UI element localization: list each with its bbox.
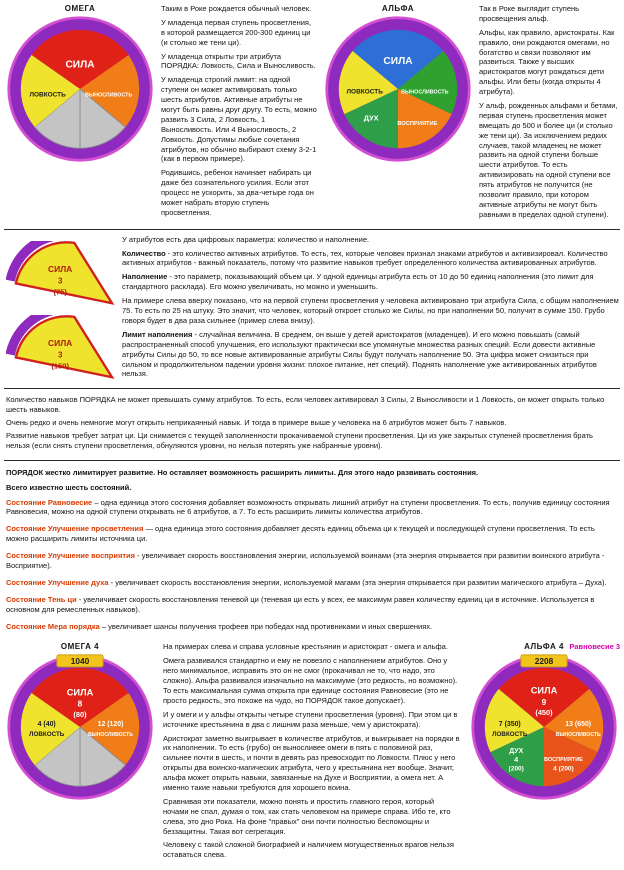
- paragraph: Таким в Роке рождается обычный человек.: [161, 4, 312, 13]
- omega4-chart-block: [4, 642, 156, 864]
- paragraph: Очень редко и очень немногие могут открыть неприкаянный навык. И тогда в примере выше у человека на 6 атрибутов может быть 7 навыков.: [6, 418, 507, 428]
- wedge-fill: (75): [53, 287, 67, 297]
- text: У атрибутов есть два цифровых параметра: количество и наполнение.: [122, 234, 370, 244]
- alpha-chart-title: АЛЬФА: [381, 4, 415, 13]
- paragraph: У младенца первая ступень просветления, в которой размещается 200-300 единиц ци (и столько же тени ци).: [161, 17, 312, 47]
- segment-label-sila: СИЛА: [65, 59, 95, 71]
- state-text: - увеличивает скорость восстановления энергии, используемой воинами (эта энергия открывается при развитии воинского атрибута - Восприятие).: [6, 551, 605, 570]
- paragraph: Количество навыков ПОРЯДКА не может превышать сумму атрибутов. То есть, если человек активировал 3 Силы, 2 Выносливости и 1 Ловкость, он может открыть только шесть навыков.: [6, 395, 605, 415]
- state-name: Состояние Улучшение просветления: [6, 524, 144, 534]
- sila-count: 8: [77, 698, 83, 709]
- text: - случайная величина. В среднем, он выше у детей аристократов (младенцев). И его можно повышать (самый распространенный способ улучшения, его используют практически все упомянутые множества разных специй. Если довести активные атрибуты Силы до 50, то все новые активированные атрибуты Силы будут получать наполнение 50. Эта цифра может снизиться при сильном и продолжительном падении уровня жизни: плохое питание, нет специй). Поднять наполнение уже активированных атрибутов нельзя.: [122, 329, 597, 379]
- state-item: [6, 498, 618, 518]
- section-skill-limits: [4, 392, 620, 456]
- duh-count: 4: [514, 755, 519, 765]
- paragraph: Альфы, как правило, аристократы. Как правило, они рождаются омегами, но богатство и связи позволяют им развиться. Также у высших аристократов могут рождаться дети альфы. Или беты (когда открыты 4 атрибута).: [479, 27, 615, 97]
- total-value: 1040: [70, 656, 90, 667]
- omega-chart-title: ОМЕГА: [64, 4, 96, 13]
- segment-label-vynoslivost: ВЫНОСЛИВОСТЬ: [401, 89, 449, 96]
- wedge-figures: [4, 235, 122, 384]
- omega4-pie-chart: [6, 653, 154, 801]
- lovkost-value: 4 (40): [37, 721, 56, 729]
- lead: Наполнение: [122, 272, 168, 282]
- paragraph: [122, 235, 620, 245]
- paragraph: И у омеги и у альфы открыты четыре ступени просветления (уровня). При этом ци в источнике крестьянина в два с лишним раза меньше, чем у аристократа).: [163, 709, 458, 729]
- state-text: – увеличивает шансы получения трофеев при победах над противниками и иных свершениях.: [99, 621, 433, 631]
- alpha4-title-row: [468, 642, 620, 653]
- lovkost-value: 7 (350): [498, 721, 521, 729]
- paragraph: Человеку с такой сложной биографией и наличием могущественных врагов нельзя оставаться слева.: [163, 840, 454, 860]
- paragraph: Так в Роке выглядит ступень просвещения альф.: [479, 4, 580, 23]
- states-intro: ПОРЯДОК жестко лимитирует развитие. Но оставляет возможность расширить лимиты. Для этого надо развивать состояния.: [6, 467, 479, 477]
- vynoslivost-value: 13 (650): [565, 721, 592, 729]
- divider: [4, 388, 620, 389]
- text: - это параметр, показывающий объем ци. У одной единицы атрибута есть от 10 до 50 единиц наполнения (это лимит для стандартного расклада). Его можно увеличивать, но можно и уменьшить.: [122, 272, 594, 292]
- segment-label-vospriyatie: ВОСПРИЯТИЕ: [397, 120, 438, 127]
- state-name: Состояние Мера порядка: [6, 621, 100, 631]
- state-text: — одна единица этого состояния добавляет десять единиц объема ци к текущей и последующей ступени просветления. То есть можно расширить лимиты источника ци.: [6, 524, 595, 544]
- paragraph: [122, 296, 620, 326]
- states-count: Всего известно шесть состояний.: [6, 482, 132, 492]
- paragraph: Родившись, ребенок начинает набирать ци даже без сознательного усилия. Если этот процесс не ускорить, за два-четыре года он может набрать вторую ступень просветления.: [161, 168, 314, 217]
- paragraph: У младенца открыты три атрибута ПОРЯДКА: Ловкость, Сила и Выносливость.: [161, 51, 316, 71]
- wedge-label: СИЛА: [48, 263, 73, 274]
- segment-label-lovkost: ЛОВКОСТЬ: [29, 731, 65, 739]
- omega4-chart-title: ОМЕГА 4: [60, 642, 100, 652]
- segment-label-lovkost: ЛОВКОСТЬ: [492, 731, 528, 739]
- state-name: Состояние Улучшение восприятия: [6, 551, 136, 561]
- wedge-label: СИЛА: [48, 337, 73, 348]
- section-states: [4, 464, 620, 641]
- segment-label-vynoslivost: ВЫНОСЛИВОСТЬ: [555, 732, 601, 739]
- lead: Лимит наполнения: [122, 329, 193, 339]
- state-item: [6, 524, 618, 544]
- state-text: – одна единица этого состояния добавляет возможность открывать лишний атрибут на ступени просветления. То есть, получив единицу состояния Равновесия, можно на одной ступени открывать не 6 атрибутов, а 7. То есть расширить лимиты количества атрибутов.: [6, 497, 610, 517]
- state-name: Состояние Равновесие: [6, 497, 93, 507]
- segment-label-vospriyatie: ВОСПРИЯТИЕ: [543, 757, 583, 764]
- omega-chart-block: [4, 4, 156, 224]
- alpha4-chart-block: [468, 642, 620, 864]
- alpha4-pie-chart: [470, 653, 618, 801]
- parameters-text: [122, 235, 620, 384]
- paragraph: Сравнивая эти показатели, можно понять и простить главного героя, который ночами не спал, думая о том, как стать человеком на примере справа. Ибо те, кто слева, это дно Рока. На фоне "правых" они почти полностью беспомощны и беззащитны. Такая вот сегрегация.: [163, 796, 451, 836]
- alpha-pie-chart: [324, 15, 472, 163]
- segment-label-sila: СИЛА: [66, 687, 94, 698]
- ravnovesie-note: Равновесие 3: [569, 642, 620, 652]
- divider: [4, 229, 620, 230]
- paragraph: [122, 272, 620, 292]
- comparison-text: [156, 642, 468, 864]
- wedge-count: 3: [57, 350, 63, 360]
- alpha-description: [479, 4, 620, 224]
- text: - это количество активных атрибутов. То есть, тех, которые человек признал знаками атрибутов и активизировал. Количество активных атрибутов - важный показатель, потому что развитие навыков требует определенного количества активированных атрибутов.: [122, 248, 608, 268]
- paragraph: [122, 249, 620, 269]
- sila-wedge-75: [6, 241, 120, 307]
- segment-label-sila: СИЛА: [530, 686, 558, 697]
- state-item: [6, 578, 618, 588]
- sila-wedge-150: [6, 315, 120, 381]
- state-item: [6, 551, 618, 571]
- state-item: [6, 622, 618, 632]
- paragraph: На примерах слева и справа условные крестьянин и аристократ - омега и альфа.: [163, 642, 448, 652]
- paragraph: У альф, рожденных альфами и бетами, первая ступень просветления может вмещать до 500 и более ци (и столько же тени ци). За исключением редких случаев, такой младенец не может развить на одной ступени больше шести атрибутов. То есть активизировать на одной ступени все пять атрибутов не получится (не позволит правило, при котором активные атрибуты не могут быть равными в пределах одной ступени).: [479, 101, 618, 219]
- wedge-count: 3: [57, 276, 63, 286]
- section-comparison: [4, 640, 620, 864]
- segment-label-duh: ДУХ: [509, 748, 524, 756]
- paragraph: Развитие навыков требует затрат ци. Ци снимается с текущей заполненности прокачиваемой ступени просветления. Ци из уже закрытых ступеней просветления брать нельзя (если снять ступени просветления, обнуляются уровни, но нельзя потерять уже набранные уровни).: [6, 430, 593, 450]
- vospriyatie-value: 4 (200): [553, 765, 574, 773]
- paragraph: Аристократ заметно выигрывает в количестве атрибутов, и выигрывает на порядки в их наполнении. То есть (грубо) он выносливее омеги в пять с половиной раз, сильнее почти в шесть, и почти в девять раз превосходит по Ловкости. Плюс у него открыты два воинско-магических атрибута, чего у крестьянина нет вообще. Значит, альфа может открыть навыки, завязанные на Духе и Восприятии, а омега нет. А именно такие навыки требуются для хорошего воина.: [163, 733, 460, 792]
- segment-label-lovkost: ЛОВКОСТЬ: [29, 90, 66, 98]
- lead: Количество: [122, 248, 166, 258]
- divider: [4, 460, 620, 461]
- paragraph: У младенца строгий лимит: на одной ступени он может активировать только шесть атрибутов. Активные атрибуты не могут быть равны друг другу. То есть, можно развить 3 Сила, 2 Ловкость, 1 Выносливость. Или 4 Выносливость, 2 Ловкость. Допустимы любые сочетания атрибутов, но обычно выбирают схему 3-2-1 (как в первом примере).: [161, 75, 317, 164]
- alpha4-chart-title: АЛЬФА 4: [524, 642, 564, 652]
- paragraph: Омега развивался стандартно и ему не повезло с наполнением атрибутов. Оно у него минимальное, исправить это он не смог (прокачивал не то, что надо, это сложно). Альфа развивался изначально на максимуме (это редкость, но возможно). То есть максимальная сумма открыта при единице состояния Равновесие (это не просто редкость, это похоже на чудо, но ПОРЯДОК такое допускает).: [163, 656, 458, 705]
- segment-label-vynoslivost: ВЫНОСЛИВОСТЬ: [88, 732, 133, 739]
- section-intro: [4, 3, 620, 226]
- segment-label-vynoslivost: ВЫНОСЛИВОСТЬ: [85, 91, 133, 98]
- total-value: 2208: [534, 656, 554, 667]
- infant-description: [161, 4, 317, 224]
- state-text: - увеличивает скорость восстановления энергии, используемой магами (эта энергия открывается при развитии магического атрибута – Духа).: [108, 577, 607, 587]
- text: На примере слева вверху показано, что на первой ступени просветления у человека активировано три атрибута Сила, с общим наполнением 75. То есть по 25 на штуку. Это значит, что человек, который откроет столько же Силы, но при наполнении 50, получит в сумме 150. Грубо говоря будет в два раза сильнее (пример слева внизу).: [122, 296, 619, 325]
- omega-pie-chart: [6, 15, 154, 163]
- segment-label-sila: СИЛА: [383, 55, 413, 67]
- state-item: [6, 595, 618, 615]
- section-parameters: [4, 233, 620, 386]
- wedge-fill: (150): [51, 361, 69, 371]
- segment-label-lovkost: ЛОВКОСТЬ: [346, 88, 383, 96]
- sila-fill: (450): [535, 708, 553, 718]
- sila-fill: (80): [73, 709, 87, 719]
- sila-count: 9: [541, 697, 547, 708]
- segment-label-duh: ДУХ: [363, 112, 379, 122]
- paragraph: [122, 330, 620, 379]
- state-name: Состояние Тень ци: [6, 594, 77, 604]
- duh-fill: (200): [508, 765, 524, 773]
- alpha-chart-block: [322, 4, 474, 224]
- state-name: Состояние Улучшение духа: [6, 577, 109, 587]
- vynoslivost-value: 12 (120): [97, 721, 124, 729]
- state-text: - увеличивает скорость восстановления теневой ци (теневая ци есть у всех, ее максимум равен количеству единиц ци в источнике. Используется в основном для ремесленных навыков).: [6, 594, 595, 614]
